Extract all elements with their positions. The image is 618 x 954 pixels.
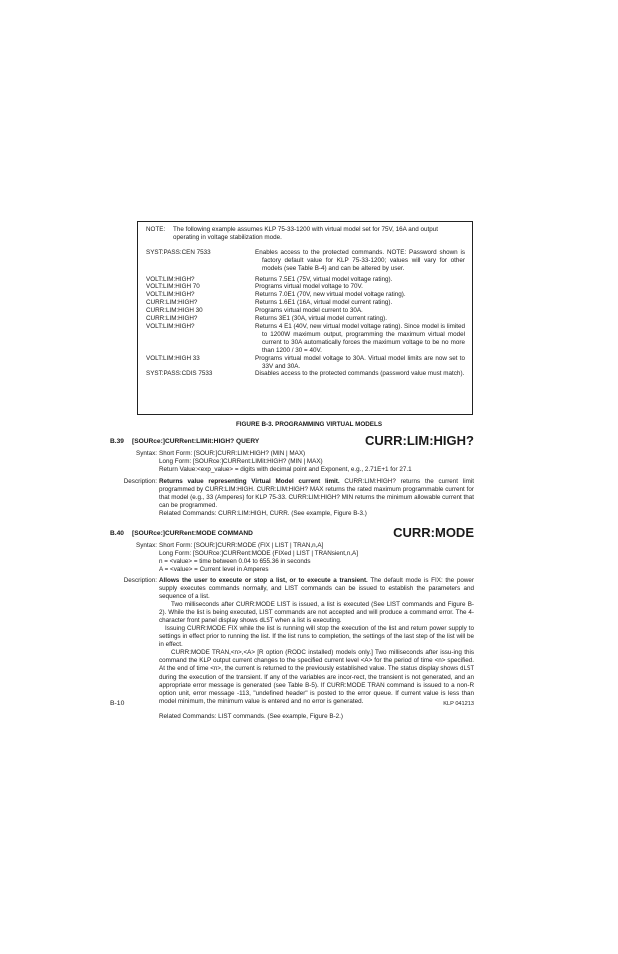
- program-row: [146, 315, 465, 323]
- long-form: Long Form: [SOURce:]CURRent:LIMit:HIGH? (MIN | MAX): [159, 457, 323, 465]
- description-block-b39: [110, 478, 474, 518]
- command-mnemonic: CURR:LIM:HIGH?: [364, 433, 474, 448]
- list-mode-paragraph: Two milliseconds after CURR:MODE LIST is issued, a list is executed (See LIST commands and Figure B-2). While the list is being executed, LIST commands are not accepted and will produce a command error. The 4- character front panel display shows dLST when a list is executing.: [159, 600, 474, 624]
- description-block-b40: [110, 577, 474, 720]
- program-description: Returns 4 E1 (40V, new virtual model voltage rating). Since model is limited to 1200W maximum output, programming the maximum virtual model current to 30A automatically forces the maximum voltage to be no more than 1200 / 30 = 40V.: [255, 322, 465, 354]
- short-form: Short Form: [SOUR:]CURR:LIM:HIGH? (MIN | MAX): [159, 450, 306, 457]
- program-command: VOLT:LIM:HIGH?: [146, 291, 195, 299]
- program-row: [146, 291, 465, 299]
- note-text: The following example assumes KLP 75-33-1200 with virtual model set for 75V, 16A and output operating in voltage stabilization mode.: [173, 226, 438, 241]
- program-description: Returns 7.0E1 (70V, new virtual model voltage rating).: [255, 291, 406, 299]
- n-definition: n = <value> = time between 0.04 to 655.36 in seconds: [159, 557, 311, 565]
- syntax-label: Syntax:: [136, 542, 157, 549]
- section-title: [SOURce:]CURRent:MODE COMMAND: [132, 530, 253, 538]
- section-number: B.40: [110, 530, 124, 538]
- program-command: SYST:PASS:CEN 7533: [146, 248, 211, 256]
- program-command: VOLT:LIM:HIGH 70: [146, 283, 200, 291]
- description-text: Allows the user to execute or stop a list, or to execute a transient. The default mode is FIX: the power supply executes commands normally, and LIST commands can be issued to establish the parameters and sequence of a list.: [159, 577, 474, 600]
- program-command: SYST:PASS:CDIS 7533: [146, 370, 213, 378]
- syntax-label: Syntax:: [136, 450, 157, 457]
- program-row: [146, 276, 465, 284]
- description-text: Returns value representing Virtual Model current limit. CURR:LIM:HIGH? returns the current limit programmed by CURR:LIM:HIGH. CURR:LIM:HIGH? MAX returns the rated maximum programmable current for that model (e.g., 33 (Amperes) for KLP 75-33. CURR:LIM:HIGH? MIN returns the minimum allowable current that can be programmed.: [159, 478, 474, 509]
- display-readout: dLST: [259, 617, 274, 624]
- description-label: Description:: [123, 577, 157, 584]
- figure-caption: FIGURE B-3. PROGRAMMING VIRTUAL MODELS: [235, 421, 383, 428]
- program-row: [146, 307, 465, 315]
- program-description: Returns 3E1 (30A, virtual model current rating).: [255, 315, 387, 323]
- program-command: VOLT:LIM:HIGH?: [146, 275, 195, 283]
- fix-mode-paragraph: Issuing CURR:MODE FIX while the list is running will stop the execution of the list and return power supply to settings in effect prior to running the list. If the list runs to completion, the settings of the last step of the list will be in effect.: [159, 625, 474, 649]
- program-description: Returns 7.5E1 (75V, virtual model voltage rating).: [255, 275, 393, 283]
- description-label: Description:: [123, 478, 157, 485]
- syntax-block-b40: [110, 542, 474, 574]
- figure-note: [146, 226, 465, 242]
- section-number: B.39: [110, 438, 124, 446]
- program-command: VOLT:LIM:HIGH?: [146, 322, 195, 330]
- section-heading-b40: [110, 525, 474, 539]
- description-lead: Returns value representing Virtual Model current limit.: [159, 478, 340, 485]
- program-row: [146, 370, 465, 378]
- long-form: Long Form: [SOURce:]CURRent:MODE (FIXed | LIST | TRANsient,n,A]: [159, 549, 359, 557]
- program-row: [146, 355, 465, 371]
- program-description: Programs virtual model voltage to 70V.: [255, 283, 363, 291]
- syntax-block-b39: [110, 450, 474, 474]
- program-command: CURR:LIM:HIGH?: [146, 299, 198, 307]
- program-description: Returns 1.6E1 (16A, virtual model current rating).: [255, 299, 393, 307]
- program-description: Enables access to the protected commands. NOTE: Password shown is factory default value for KLP 75-33-1200; values will vary for other models (see Table B-4) and can be altered by user.: [255, 248, 465, 272]
- program-row: [146, 323, 465, 355]
- figure-b3-box: [137, 221, 473, 415]
- tran-mode-paragraph: CURR:MODE TRAN,<n>,<A> [R option (RODC installed) models only.] Two milliseconds after issu-ing this command the KLP output current changes to the specified current level <A> for the period of time <n> specified. At the end of time <n>, the current is returned to the previously established value. The status display shows dLST during the execution of the transient. If any of the variables are incor-rect, the transient is not generated, and an appropriate error message is generated (see Table B-5). If CURR:MODE TRAN command is issued to a non-R option unit, error message -113, "undefined header" is posted to the error queue. If current value is less than model minimum, the minimum value is entered and no error is generated.: [159, 649, 474, 705]
- page-number: B-10: [110, 700, 125, 707]
- note-label: NOTE:: [146, 226, 166, 233]
- short-form: Short Form: [SOUR:]CURR:MODE (FIX | LIST | TRAN,n,A]: [159, 542, 324, 549]
- document-id: KLP 041213: [443, 701, 474, 707]
- section-heading-b39: [110, 433, 474, 447]
- command-mnemonic: CURR:MODE: [393, 525, 474, 540]
- program-command: VOLT:LIM:HIGH 33: [146, 354, 200, 362]
- display-readout: dLST: [460, 665, 474, 672]
- program-row: [146, 249, 465, 273]
- program-command: CURR:LIM:HIGH?: [146, 315, 198, 323]
- return-value: Return Value:<exp_value> = digits with decimal point and Exponent, e.g., 2.71E+1 for 27.1: [159, 465, 412, 473]
- program-command: CURR:LIM:HIGH 30: [146, 307, 203, 315]
- section-title: [SOURce:]CURRent:LIMit:HIGH? QUERY: [132, 438, 260, 446]
- program-row: [146, 283, 465, 291]
- program-row: [146, 299, 465, 307]
- related-commands: Related Commands: CURR:LIM:HIGH, CURR. (See example, Figure B-3.): [159, 509, 367, 517]
- a-definition: A = <value> = Current level in Amperes: [159, 565, 269, 573]
- program-description: Disables access to the protected commands (password value must match).: [255, 370, 465, 378]
- related-commands: Related Commands: LIST commands. (See example, Figure B-2.): [159, 712, 343, 720]
- program-description: Programs virtual model current to 30A.: [255, 307, 363, 315]
- description-lead: Allows the user to execute or stop a list, or to execute a transient.: [159, 577, 368, 584]
- program-description: Programs virtual model voltage to 30A. Virtual model limits are now set to 33V and 30A.: [255, 354, 465, 370]
